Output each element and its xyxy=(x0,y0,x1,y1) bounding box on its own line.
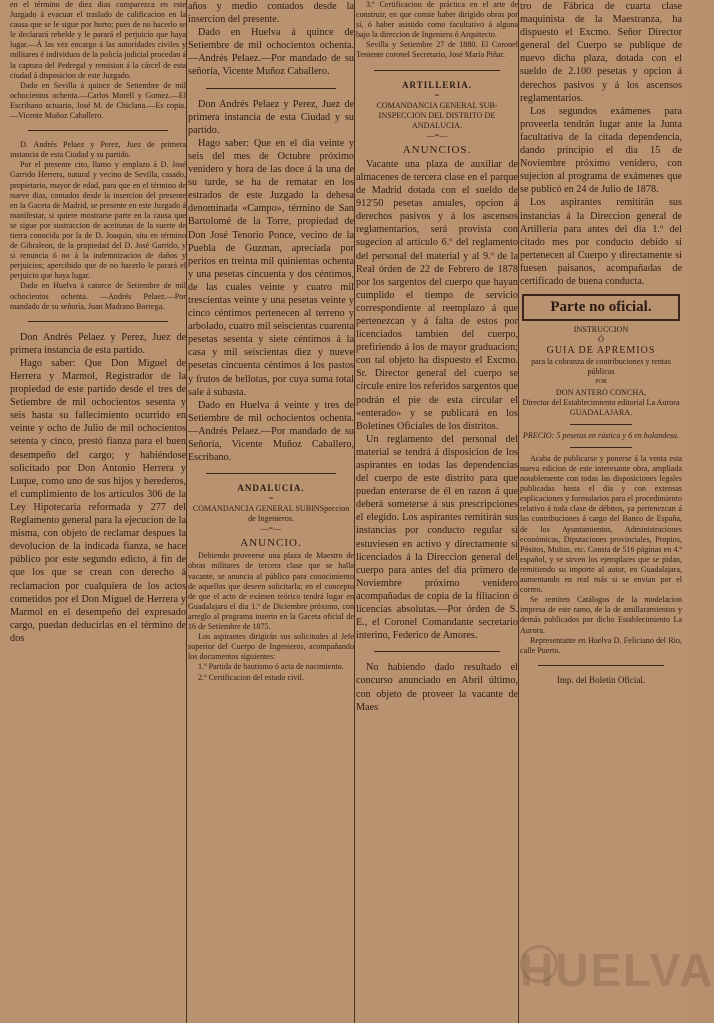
paragraph: Hago saber: Que Don Miguel de Herrera y Marmol, Registrador de la propiedad de este partido desde el tres de Setiembre de mil ochocientos sesenta y seis hasta su fallecimiento ocurrido en veinte y ocho de Julio de mil ochocientos setenta y cinco, prestó fianza para el buen desempeño del cargo; y habiéndose solicitado por Don Antonio Herrera y Luque, como uno de sus hijos y herederos, el cumplimiento de los artículos 306 de la Ley Hipotecaria reformada y 277 del Reglamento general para la ejecucion de la misma, con objeto de reclamar despues la devolucion de la indicada fianza, se hace público por este segundo edicto, á fin de que los que se crean con derecho á reclamacion por cualquiera de los actos cometidos por el Don Miguel de Herrera y Marmol en el desempeño del expresado cargo, puedan deducirlas en el término de dos xyxy=(10,357,186,644)
column-divider xyxy=(186,0,187,1023)
column-divider xyxy=(354,0,355,1023)
ad-subtitle: para la cobranza de contribuciones y rentas públicas xyxy=(531,357,671,377)
section-subheading: COMANDANCIA GENERAL SUBINSpeccion de Ingenieros. xyxy=(192,504,350,524)
paragraph: tro de Fábrica de cuarta clase maquinista de la Maestranza, ha dispuesto el Excmo. Señor Director general del Cuerpo se publique de nuevo dicha plaza, dotada con el sueldo de 2.100 pesetas y opcion á derechos pasivos y á los ascensos reglamentarios. xyxy=(520,1,682,104)
divider xyxy=(28,130,168,131)
paragraph: 1.º Partida de bautismo ó acta de nacimiento. xyxy=(198,662,344,672)
section-heading: ARTILLERIA. xyxy=(402,79,472,90)
paragraph: Por el presente cito, llamo y emplazo á D. José Garrido Herrera, natural y vecino de Sevilla, casado, propietario, mayor de edad, para que en el término de nueve dias, contados desde la insercion del presente en la Gaceta de Madrid, se presente en este Juzgado á manifestar, si quiere mostrarse parte en la causa que se sigue por sustraccion de aceitunas de la suerte de tierra conocida por la de D. Joaquin, sita en término de Gibraleon, de la propiedad del D. José Garrido, y si renuncia ó no á la indemnizacion de daños y perjuicios; apercibido que de no hacerlo le parará el perjuicio que haya lugar. xyxy=(10,160,186,281)
ad-title: GUIA DE APREMIOS xyxy=(546,345,656,357)
paragraph: Dado en Sevilla á quince de Setiembre de mil ochocientos ochenta.—Carlos Morell y Gomez.—El Escribano actuario, José M. de Chiclana.—Es copia.—Vicente Muñoz Caballero. xyxy=(10,80,186,121)
paragraph: años y medio contados desde la insercion del presente. xyxy=(188,1,354,26)
ad-by: POR xyxy=(595,379,607,386)
paragraph: 2.º Certificacion del estado civil. xyxy=(198,672,304,682)
dash-ornament: —=— xyxy=(260,524,282,534)
notice-title: ANUNCIOS. xyxy=(402,143,472,156)
paragraph: Debiendo proveerse una plaza de Maestro de obras militares de tercera clase que se halla vacante, se anuncia al público para conocimiento de aquellos que deseen solicitarla; en el concepto de que el acto de exámen teórico tendrá lugar en Guadalajara el dia 1.º de Diciembre próximo, con arreglo al programa inserto en la Gaceta oficial de 16 de Setiembre de 1875. xyxy=(188,551,354,632)
paragraph: Los aspirantes dirigirán sus solicitudes al Jefe superior del Cuerpo de Ingenieros, acompañando los documentos siguientes: xyxy=(188,632,354,662)
section-banner: Parte no oficial. xyxy=(522,294,680,321)
section-subheading: COMANDANCIA GENERAL SUB-INSPECCION DEL DISTRITO DE ANDALUCIA. xyxy=(376,100,498,130)
column-1 xyxy=(10,0,186,1023)
divider xyxy=(374,70,500,71)
paragraph: No habiendo dado resultado el concurso anunciado en Abril último, con objeto de proveer la vacante de Maes xyxy=(356,662,518,713)
divider xyxy=(570,447,632,448)
imprint: Imp. del Boletin Oficial. xyxy=(556,674,646,685)
notice-title: ANUNCIO. xyxy=(240,537,302,550)
section-heading: ANDALUCIA. xyxy=(237,483,305,494)
dash-ornament: = xyxy=(268,494,274,504)
divider xyxy=(570,424,632,425)
ad-price: PRECIO: 5 pesetas en rústica y 6 en holandesa. xyxy=(522,430,680,440)
notice-heading: Don Andrés Pelaez y Perez, Juez de primera instancia de esta Ciudad y su partido. xyxy=(188,98,354,136)
ad-title: INSTRUCCION xyxy=(573,325,629,335)
ad-conjunction: Ó xyxy=(598,335,604,345)
paragraph: 3.º Certificacion de práctica en el arte de construir, en que conste haber dirigido obras por sí, ó haber asistido como facultativo á alguna bajo la direccion de Ingeniero ó Arquitecto. xyxy=(356,0,518,40)
divider xyxy=(206,88,336,89)
paragraph: Se remiten Catálogos de la modelacion impresa de este ramo, de la de amillaramientos y demás publicados por dicho Establecimiento La Aurora. xyxy=(520,595,682,635)
column-4 xyxy=(520,0,682,1023)
dash-ornament: = xyxy=(434,90,440,100)
ad-place: GUADALAJARA. xyxy=(569,407,633,417)
notice-heading: Don Andrés Pelaez y Perez, Juez de primera instancia de esta partido. xyxy=(10,331,186,356)
paragraph: en el término de diez dias comparezca en este Juzgado á evacuar el traslado de calificacion en la causa que se le sigue por hurto; pues de no hacerlo se le declarará rebelde y le parará el perjuicio que haya lugar.—Á las vez encargo á las autoridades civiles y militares é individuos de la policía judicial procedan á la captura del Pedregal y remision á la cárcel de esta ciudad á disposicion de este Juzgado. xyxy=(10,0,186,80)
column-divider xyxy=(518,0,519,1023)
divider xyxy=(374,651,500,652)
paragraph: Acaba de publicarse y ponerse á la venta esta nueva edicion de este interesante obra, ampliada notablemente con todas las disposiciones legales publicadas hasta el dia y con extensas esplicaciones y formularios para el procedimiento relativo á toda clase de débitos, ya pertenezcan á las contribuciones á cargo del Banco de España, de los Ayuntamientos, Administraciones económicas, Diputaciones provinciales, Propios, Pósitos, Multas, etc. Consta de 516 páginas en 4.º español, y se sirven los ejemplares que se pidan, remitiendo su importe al autor, en Guadalajara, aumentando en real más si se envian por el correo. xyxy=(520,453,682,595)
paragraph: Dado en Huelva á veinte y tres de Setiembre de mil ochocientos ochenta. —Andrés Pelaez.—Por mandado de su Señoría, Vicente Muñoz Caballero, Escribano. xyxy=(188,399,354,464)
paragraph: Dado en Huelva á quince de Setiembre de mil ochocientos ochenta.—Andrés Pelaez.—Por mandado de su señoría, Vicente Muñoz Caballero. xyxy=(188,27,354,78)
column-3 xyxy=(356,0,518,1023)
ad-author-role: Director del Establecimiento editorial La Aurora xyxy=(522,397,680,407)
paragraph: Sevilla y Setiembre 27 de 1880. El Coronel Teniente coronel Secretario, José María Piñar. xyxy=(356,40,518,60)
paragraph: Representante en Huelva D. Feliciano del Rio, calle Puerto. xyxy=(520,635,682,655)
paragraph: Los aspirantes remitirán sus instancias á la Direccion general de Artillería para antes del dia 1.º del citado mes por conducto debido si pertenecen al Cuerpo y directamente si fuesen paisanos, acompañadas de certificado de buena conducta. xyxy=(520,197,682,287)
divider xyxy=(28,321,168,322)
divider xyxy=(206,473,336,474)
archive-watermark: HUELVA xyxy=(520,944,714,996)
ad-author: DON ANTERO CONCHA, xyxy=(555,387,647,397)
paragraph: Dado en Huelva á catorce de Setiembre de mil ochocientos ochenta. —Andrés Pelaez.—Por mandado de su señoría, Juan Madrano Borrega. xyxy=(10,281,186,311)
dash-ornament: —=— xyxy=(426,130,448,140)
paragraph: Hago saber: Que en el dia veinte y seis del mes de Octubre próximo venidero y hora de las doce á la una de su tarde, se ha de rematar en los estrados de este Juzgado la dehesa denominada «Campo», término de San Bartolomé de la Torre, propiedad de Don José Tenorio Ponce, vecino de la Puebla de Guzman, apreciada por peritos en treinta mil quinientas ochenta y una pesetas cincuenta y dos céntimos, de las cuales veinte y cuatro mil trescientas veinte y una pesetas veinte y cinco céntimos pertenecen al terreno y arbolado, cuatro mil seiscientas cuarenta pesetas sesenta y siete céntimos á la casa y mil seiscientas diez y nueve pesetas cincuenta céntimos á los pastos y frutos de bellotas, por cuya suma total sale á subasta. xyxy=(188,137,354,398)
paragraph: Vacante una plaza de auxiliar de almacenes de tercera clase en el parque de Madrid dotada con el sueldo de 912'50 pesetas anuales, opcion á derechos pasivos y á los ascensos reglamentarios, será provista con sugecion al artículo 6.º del reglamento del personal del material y al 9.º de la Real órden de 22 de Febrero de 1878 por los sargentos del cuerpo que hayan cumplido el tiempo de servicio correspondiente al reemplazo á que pertenezcan y á falta de estos por licenciados tambien del cuerpo, prefiriendo á los de mayor graduacion; con tal objeto ha dispuesto el Excmo. Sr. Director general del cuerpo se circule entre los referidos sargentos que podrán el pie de esta circular el «enterado» y se publicará en los Boletines Oficiales de los distritos. xyxy=(356,158,518,432)
column-2 xyxy=(188,0,354,1023)
paragraph: Los segundos exámenes para proveerla tendrán lugar ante la Junta facultativa de la citada dependencia, dando principio el dia 15 de Noviembre próximo venidero, con sujecion al programa de exámenes que se publicó en 24 de Julio de 1878. xyxy=(520,105,682,196)
notice-heading: D. Andrés Pelaez y Perez, Juez de primera instancia de esta Ciudad y su partido. xyxy=(10,140,186,160)
divider xyxy=(538,665,664,666)
paragraph: Un reglamento del personal del material se tendrá á disposicion de los aspirantes en todas las dependencias del cuerpo de este distrito para que puedan enterarse de él en razon á que deberá someterse á sus prescripciones el elegido. Los aspirantes remitirán sus instancias por conducto regular si estuviesen en activo y directamente si licenciados á la Direccion general del cuerpo para antes del dia primero de Noviembre próximo venidero acompañadas de copia de la filiacion ó licencias absolutas.—Por órden de S. E., el Coronel Comandante secretario interino, Federico de Amores. xyxy=(356,433,518,642)
